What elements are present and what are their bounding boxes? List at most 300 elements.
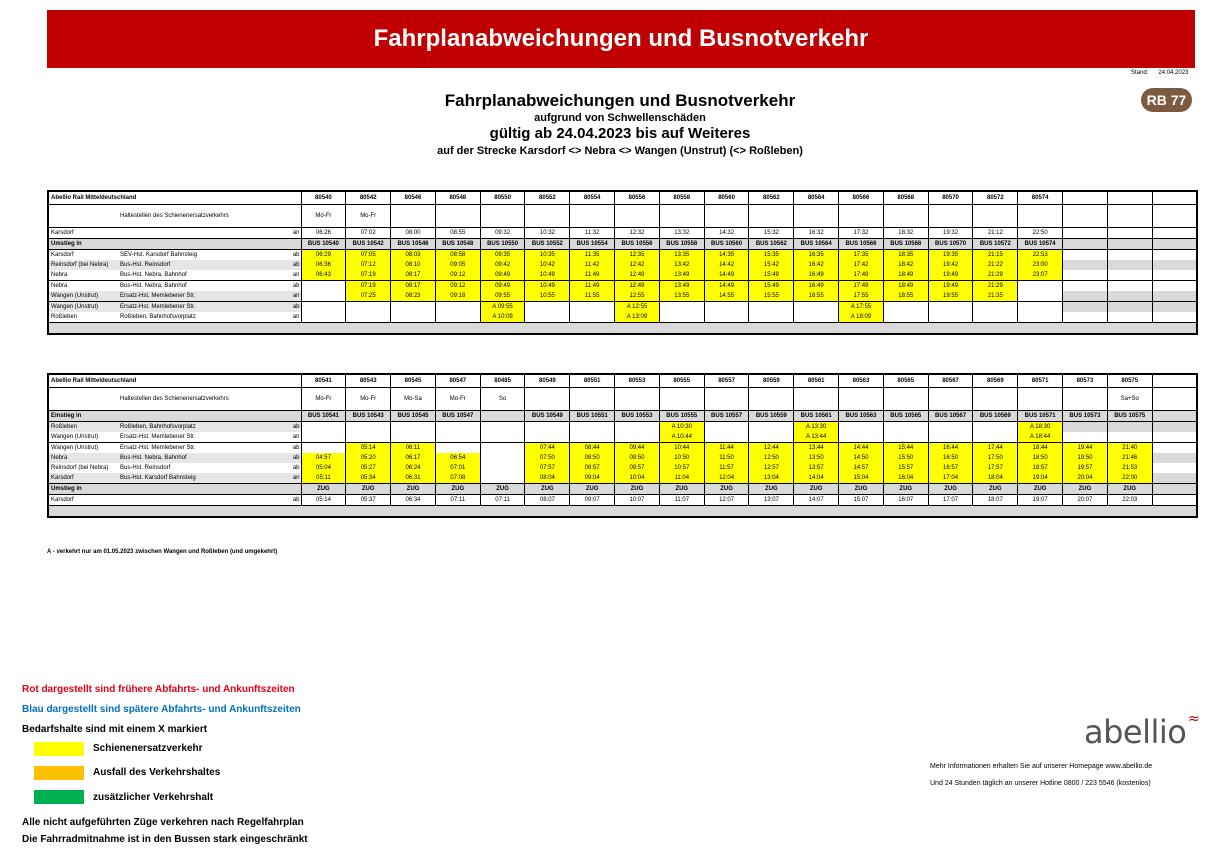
time-cell	[1152, 463, 1197, 473]
time-cell	[346, 422, 391, 433]
operating-days	[615, 205, 660, 228]
time-cell: 19:44	[1063, 443, 1108, 454]
operating-days	[973, 388, 1018, 411]
legend-swatch-yellow	[34, 742, 84, 756]
legend-blue-text: Blau dargestellt sind spätere Abfahrts- und Ankunftszeiten	[22, 704, 301, 715]
time-cell	[391, 302, 436, 313]
time-cell: 15:49	[749, 270, 794, 281]
arrival-departure: an	[278, 473, 301, 484]
time-cell	[525, 302, 570, 313]
time-cell	[704, 312, 749, 323]
operating-days	[794, 388, 839, 411]
timetable-row	[48, 270, 1197, 281]
legend-swatch-orange	[34, 766, 84, 780]
train-number: 80555	[659, 374, 704, 388]
arrival-departure: ab	[278, 453, 301, 463]
time-cell: 18:55	[883, 291, 928, 302]
time-cell: 09:18	[435, 291, 480, 302]
time-cell	[1063, 260, 1108, 270]
time-cell: ZUG	[839, 484, 884, 495]
time-cell: 07:44	[525, 443, 570, 454]
time-cell: ZUG	[391, 484, 436, 495]
time-cell: 15:04	[839, 473, 884, 484]
bus-stop-name: Bus-Hst. Nebra, Bahnhof	[120, 272, 187, 278]
train-number: 80563	[839, 374, 884, 388]
time-cell	[1107, 312, 1152, 323]
train-number: 80561	[794, 374, 839, 388]
train-number: 80546	[391, 191, 436, 205]
time-cell: 11:49	[570, 270, 615, 281]
time-cell	[1063, 302, 1108, 313]
footer-cell	[48, 506, 1197, 518]
time-cell: 19:49	[928, 270, 973, 281]
time-cell: 16:07	[883, 495, 928, 506]
time-cell: 10:32	[525, 228, 570, 239]
time-cell: ZUG	[928, 484, 973, 495]
time-cell: A 18:09	[839, 312, 884, 323]
station-name: Einstieg in	[48, 411, 118, 422]
time-cell: 12:07	[704, 495, 749, 506]
time-cell: BUS 10563	[839, 411, 884, 422]
time-cell	[928, 312, 973, 323]
timetable-direction-karsdorf	[47, 373, 1198, 518]
time-cell	[525, 422, 570, 433]
time-cell: BUS 10554	[570, 239, 615, 250]
operating-days: Mo-Sa	[391, 388, 436, 411]
train-number	[1152, 374, 1197, 388]
time-cell: 14:57	[839, 463, 884, 473]
time-cell	[704, 422, 749, 433]
arrival-departure: ab	[278, 495, 301, 506]
time-cell	[1107, 291, 1152, 302]
time-cell	[346, 302, 391, 313]
bus-stop-name: Bus-Hst. Reinsdorf	[120, 465, 171, 471]
time-cell: A 13:44	[794, 432, 839, 443]
time-cell: 19:57	[1063, 463, 1108, 473]
operating-days	[839, 205, 884, 228]
table-footer-row	[48, 506, 1197, 518]
time-cell: 17:57	[973, 463, 1018, 473]
time-cell: BUS 10560	[704, 239, 749, 250]
operating-days	[1018, 388, 1063, 411]
stand-value: 24.04.2023	[1158, 70, 1189, 76]
time-cell: A 18:44	[1018, 432, 1063, 443]
time-cell: 06:17	[391, 453, 436, 463]
time-cell: 09:35	[480, 250, 525, 261]
time-cell: 08:57	[570, 463, 615, 473]
time-cell: ZUG	[1107, 484, 1152, 495]
logo-text: abellio	[1084, 713, 1187, 751]
time-cell: 11:35	[570, 250, 615, 261]
operating-days	[928, 388, 973, 411]
operating-days: Sa+So	[1107, 388, 1152, 411]
time-cell	[749, 422, 794, 433]
operator-name: Abellio Rail Mitteldeutschland	[48, 374, 301, 388]
table-footer-row	[48, 323, 1197, 335]
time-cell: 10:57	[659, 463, 704, 473]
time-cell: 16:55	[794, 291, 839, 302]
line-badge: RB 77	[1141, 88, 1192, 112]
bus-stop-name	[118, 495, 278, 506]
time-cell	[1107, 260, 1152, 270]
train-number: 80554	[570, 191, 615, 205]
time-cell: 16:32	[794, 228, 839, 239]
time-cell: BUS 10574	[1018, 239, 1063, 250]
time-cell: BUS 10549	[525, 411, 570, 422]
timetable-row	[48, 432, 1197, 443]
time-cell	[794, 302, 839, 313]
arrival-departure: ab	[278, 281, 301, 292]
time-cell: ZUG	[659, 484, 704, 495]
time-cell: 18:57	[1018, 463, 1063, 473]
time-cell	[1063, 432, 1108, 443]
time-cell	[1107, 270, 1152, 281]
train-number: 80570	[928, 191, 973, 205]
sev-stops-label: Haltestellen des Schienenersatzverkehrs	[118, 205, 301, 228]
timetable-row	[48, 443, 1197, 454]
time-cell	[659, 312, 704, 323]
time-cell: 08:50	[570, 453, 615, 463]
arrival-departure: ab	[278, 463, 301, 473]
time-cell	[1063, 228, 1108, 239]
arrival-departure: ab	[278, 443, 301, 454]
time-cell	[1107, 228, 1152, 239]
time-cell: 15:32	[749, 228, 794, 239]
time-cell	[1107, 281, 1152, 292]
spacer-cell	[48, 205, 118, 228]
station-name: Umstieg in	[48, 484, 118, 495]
time-cell	[346, 312, 391, 323]
time-cell: 07:11	[480, 495, 525, 506]
time-cell: A 12:55	[615, 302, 660, 313]
train-number: 80557	[704, 374, 749, 388]
train-number: 80564	[794, 191, 839, 205]
time-cell	[435, 422, 480, 433]
time-cell: 14:35	[704, 250, 749, 261]
time-cell: 12:55	[615, 291, 660, 302]
train-number: 80548	[435, 191, 480, 205]
time-cell: BUS 10543	[346, 411, 391, 422]
time-cell	[435, 443, 480, 454]
operating-days	[525, 388, 570, 411]
time-cell	[973, 302, 1018, 313]
time-cell: 13:44	[794, 443, 839, 454]
train-number	[1063, 191, 1108, 205]
time-cell: 15:42	[749, 260, 794, 270]
legend-note-regular: Alle nicht aufgeführten Züge verkehren nach Regelfahrplan	[22, 817, 304, 828]
time-cell: 11:55	[570, 291, 615, 302]
time-cell: 11:50	[704, 453, 749, 463]
time-cell: 09:04	[570, 473, 615, 484]
time-cell: 14:44	[839, 443, 884, 454]
time-cell: 14:32	[704, 228, 749, 239]
arrival-departure	[278, 239, 301, 250]
time-cell: 15:35	[749, 250, 794, 261]
time-cell: ZUG	[525, 484, 570, 495]
train-number-row	[48, 374, 1197, 388]
arrival-departure: an	[278, 291, 301, 302]
time-cell: 07:05	[346, 250, 391, 261]
time-cell: 08:17	[391, 270, 436, 281]
time-cell	[570, 312, 615, 323]
bus-stop-name	[118, 228, 278, 239]
station-name: Roßleben	[48, 422, 118, 433]
time-cell: 10:49	[525, 281, 570, 292]
time-cell: 06:34	[391, 495, 436, 506]
time-cell	[883, 432, 928, 443]
time-cell: 15:50	[883, 453, 928, 463]
time-cell	[1063, 270, 1108, 281]
time-cell: 09:50	[615, 453, 660, 463]
operating-days	[704, 388, 749, 411]
time-cell: 11:57	[704, 463, 749, 473]
time-cell: 13:32	[659, 228, 704, 239]
time-cell	[883, 302, 928, 313]
time-cell: 19:55	[928, 291, 973, 302]
time-cell: 09:49	[480, 270, 525, 281]
time-cell: 07:01	[435, 463, 480, 473]
time-cell	[1107, 432, 1152, 443]
time-cell: ZUG	[301, 484, 346, 495]
time-cell: 05:11	[301, 473, 346, 484]
time-cell: 08:23	[391, 291, 436, 302]
legend-label-extra-stop: zusätzlicher Verkehrshalt	[93, 792, 214, 803]
time-cell: 13:49	[659, 270, 704, 281]
train-number: 80558	[659, 191, 704, 205]
time-cell: 12:42	[615, 260, 660, 270]
time-cell	[480, 453, 525, 463]
operating-days	[749, 205, 794, 228]
time-cell: 05:27	[346, 463, 391, 473]
arrival-departure: an	[278, 270, 301, 281]
time-cell: 05:14	[346, 443, 391, 454]
spacer-cell	[48, 388, 118, 411]
train-number: 80545	[391, 374, 436, 388]
time-cell	[301, 281, 346, 292]
time-cell	[435, 302, 480, 313]
time-cell: 08:07	[525, 495, 570, 506]
operating-days: Mo-Fr	[301, 205, 346, 228]
arrival-departure: ab	[278, 302, 301, 313]
time-cell: 18:50	[1018, 453, 1063, 463]
time-cell: 14:07	[794, 495, 839, 506]
train-number: 80547	[435, 374, 480, 388]
time-cell: A 13:30	[794, 422, 839, 433]
time-cell: 19:04	[1018, 473, 1063, 484]
time-cell	[749, 432, 794, 443]
legend-red-text: Rot dargestellt sind frühere Abfahrts- und Ankunftszeiten	[22, 684, 295, 695]
operating-days	[883, 388, 928, 411]
time-cell	[839, 422, 884, 433]
time-cell	[1152, 228, 1197, 239]
time-cell: 15:49	[749, 281, 794, 292]
title-banner: Fahrplanabweichungen und Busnotverkehr	[47, 10, 1195, 68]
time-cell	[973, 312, 1018, 323]
time-cell: 06:43	[301, 270, 346, 281]
operating-days	[435, 205, 480, 228]
train-number: 80553	[615, 374, 660, 388]
operating-days: Mo-Fr	[301, 388, 346, 411]
time-cell: 06:31	[391, 473, 436, 484]
station-name: Wangen (Unstrut)	[48, 291, 118, 302]
operating-days	[794, 205, 839, 228]
time-cell: 14:50	[839, 453, 884, 463]
time-cell: 08:10	[391, 260, 436, 270]
time-cell: 10:44	[659, 443, 704, 454]
legend-on-demand: Bedarfshalte sind mit einem X markiert	[22, 724, 208, 735]
timetable-row	[48, 291, 1197, 302]
bus-stop-name: Roßleben, Bahnhofsvorplatz	[118, 422, 278, 433]
operating-days	[570, 388, 615, 411]
time-cell: BUS 10565	[883, 411, 928, 422]
time-cell: 13:07	[749, 495, 794, 506]
time-cell	[1063, 312, 1108, 323]
train-number: 80540	[301, 191, 346, 205]
timetable-row	[48, 302, 1197, 313]
time-cell: 18:07	[973, 495, 1018, 506]
time-cell: 07:57	[525, 463, 570, 473]
time-cell: ZUG	[435, 484, 480, 495]
legend-label-rail-replacement: Schienenersatzverkehr	[93, 743, 203, 754]
time-cell: 06:24	[391, 463, 436, 473]
time-cell: 10:49	[525, 270, 570, 281]
time-cell	[615, 432, 660, 443]
time-cell: 21:29	[973, 281, 1018, 292]
time-cell: 14:42	[704, 260, 749, 270]
time-cell: 04:57	[301, 453, 346, 463]
time-cell: 21:15	[973, 250, 1018, 261]
operating-days	[839, 388, 884, 411]
time-cell: 12:04	[704, 473, 749, 484]
time-cell: 10:35	[525, 250, 570, 261]
time-cell: 12:35	[615, 250, 660, 261]
time-cell: 11:49	[570, 281, 615, 292]
time-cell: 21:46	[1107, 453, 1152, 463]
time-cell: BUS 10552	[525, 239, 570, 250]
timetable-row	[48, 473, 1197, 484]
time-cell: 07:12	[346, 260, 391, 270]
station-name: Karsdorf	[48, 495, 118, 506]
train-number: 80573	[1063, 374, 1108, 388]
timetable-row	[48, 411, 1197, 422]
timetable-row	[48, 463, 1197, 473]
time-cell: 05:20	[346, 453, 391, 463]
bus-stop-name	[118, 484, 278, 495]
train-number: 80569	[973, 374, 1018, 388]
time-cell: 15:57	[883, 463, 928, 473]
bus-stop-name: Bus-Hst. Nebra, Bahnhof	[118, 281, 278, 292]
station-name: Wangen (Unstrut)	[48, 302, 118, 313]
time-cell: 11:07	[659, 495, 704, 506]
operating-days	[659, 388, 704, 411]
time-cell	[1152, 422, 1197, 433]
time-cell: BUS 10540	[301, 239, 346, 250]
station-name: Reinsdorf (bei Nebra)	[48, 260, 118, 270]
operating-days-row	[48, 205, 1197, 228]
time-cell	[1018, 281, 1063, 292]
operating-days	[1107, 205, 1152, 228]
time-cell: 19:32	[928, 228, 973, 239]
time-cell: BUS 10567	[928, 411, 973, 422]
time-cell	[1063, 239, 1108, 250]
time-cell	[615, 422, 660, 433]
time-cell: ZUG	[973, 484, 1018, 495]
time-cell: 07:19	[346, 281, 391, 292]
time-cell: 20:04	[1063, 473, 1108, 484]
time-cell: 06:36	[301, 260, 346, 270]
time-cell	[794, 312, 839, 323]
time-cell: BUS 10548	[435, 239, 480, 250]
timetable-row	[48, 312, 1197, 323]
time-cell	[525, 432, 570, 443]
time-cell: 10:07	[615, 495, 660, 506]
time-cell: BUS 10562	[749, 239, 794, 250]
footer-cell	[48, 323, 1197, 335]
time-cell	[1152, 473, 1197, 484]
train-number: 80556	[615, 191, 660, 205]
time-cell: 08:17	[391, 281, 436, 292]
time-cell	[301, 422, 346, 433]
time-cell: 06:26	[301, 228, 346, 239]
time-cell: 16:44	[928, 443, 973, 454]
operating-days	[883, 205, 928, 228]
time-cell	[1152, 281, 1197, 292]
time-cell: 22:53	[1018, 250, 1063, 261]
operating-days: Mo-Fr	[435, 388, 480, 411]
train-number: 80543	[346, 374, 391, 388]
operating-days: Mo-Fr	[346, 388, 391, 411]
time-cell: 16:35	[794, 250, 839, 261]
train-number: 80485	[480, 374, 525, 388]
time-cell	[1152, 270, 1197, 281]
train-number: 80552	[525, 191, 570, 205]
time-cell: 08:58	[435, 250, 480, 261]
bus-stop-name: Ersatz-Hst. Memlebener Str.	[120, 434, 196, 440]
station-name: Wangen (Unstrut)	[48, 443, 118, 454]
time-cell: 14:55	[704, 291, 749, 302]
time-cell: BUS 10564	[794, 239, 839, 250]
operating-days: Mo-Fr	[346, 205, 391, 228]
time-cell: 12:32	[615, 228, 660, 239]
time-cell: 09:12	[435, 270, 480, 281]
time-cell: BUS 10571	[1018, 411, 1063, 422]
train-number: 80565	[883, 374, 928, 388]
timetable-row	[48, 228, 1197, 239]
bus-stop-name: Ersatz-Hst. Memlebener Str.	[118, 443, 278, 454]
time-cell: ZUG	[883, 484, 928, 495]
time-cell	[928, 302, 973, 313]
time-cell	[1152, 239, 1197, 250]
time-cell	[1152, 453, 1197, 463]
time-cell: 21:22	[973, 260, 1018, 270]
station-name: Reinsdorf (bei Nebra)	[48, 463, 118, 473]
station-name: Karsdorf	[48, 473, 118, 484]
time-cell	[1018, 291, 1063, 302]
time-cell: 21:35	[973, 291, 1018, 302]
time-cell: 17:44	[973, 443, 1018, 454]
time-cell: 21:29	[973, 270, 1018, 281]
time-cell: A 18:30	[1018, 422, 1063, 433]
time-cell: 18:49	[883, 270, 928, 281]
time-cell: 19:42	[928, 260, 973, 270]
time-cell: BUS 10569	[973, 411, 1018, 422]
train-number: 80551	[570, 374, 615, 388]
train-number: 80562	[749, 191, 794, 205]
time-cell: 12:57	[749, 463, 794, 473]
arrival-departure: ab	[278, 260, 301, 270]
operating-days	[928, 205, 973, 228]
time-cell	[435, 312, 480, 323]
